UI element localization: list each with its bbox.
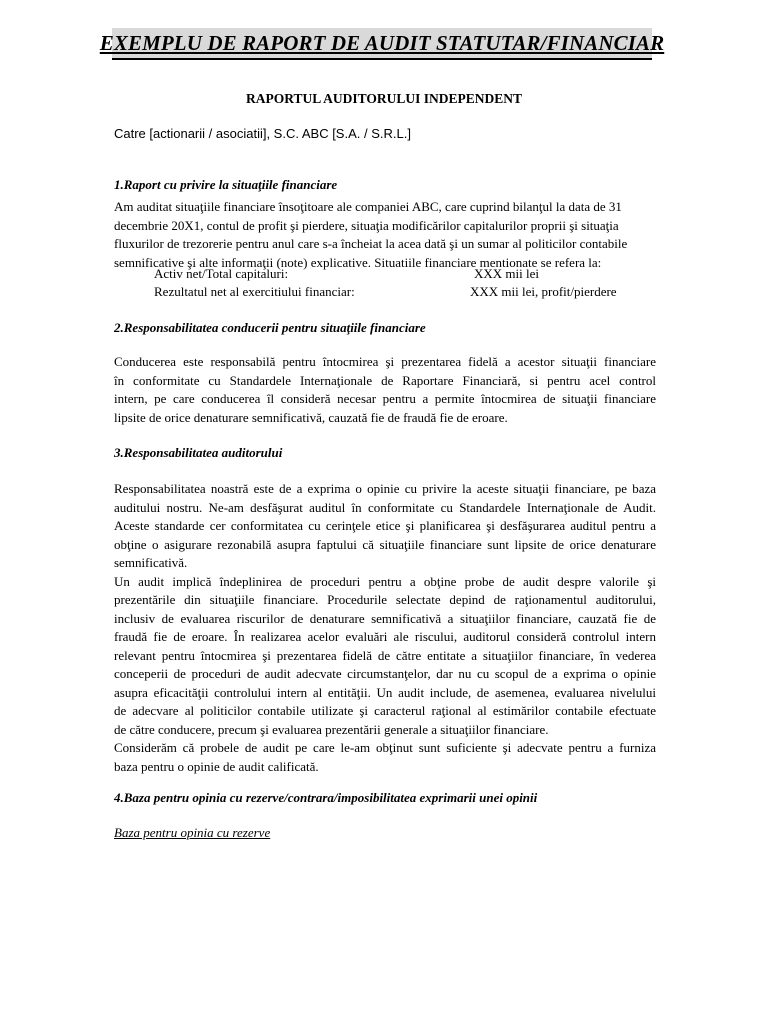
- paragraph-line: decembrie 20X1, contul de profit şi pierdere, situaţia modificărilor capitalurilor proprii şi situaţia: [114, 217, 619, 233]
- paragraph-line: Un audit implică îndeplinirea de proceduri pentru a obţine probe de audit despre valorile şi: [114, 573, 656, 589]
- paragraph-line: semnificativă.: [114, 555, 188, 570]
- bullet-item-net-assets: [134, 266, 654, 284]
- paragraph-line: de adecvare al politicilor contabile utilizate şi caracterul raţional al estimărilor contabile efectuate: [114, 703, 656, 718]
- addressee-line: Catre [actionarii / asociatii], S.C. ABC [S.A. / S.R.L.]: [114, 126, 411, 141]
- paragraph-line: fraudă fie de eroare. În realizarea acelor evaluări ale riscului, auditorul consideră controlul intern: [114, 629, 656, 644]
- bullet-value: XXX mii lei, profit/pierdere: [470, 284, 617, 299]
- section-2-paragraph: [114, 353, 656, 427]
- paragraph-line: obţine o asigurare rezonabilă asupra faptului că situaţiile financiare sunt lipsite de orice denaturare: [114, 536, 656, 552]
- paragraph-line: prezentările din situaţiile financiare. Procedurile selectate depind de raţionamentul auditorului,: [114, 592, 656, 607]
- bullet-item-net-result: [134, 284, 654, 302]
- paragraph-line: inclusiv de evaluarea riscurilor de denaturare semnificativă a situaţiilor financiare, cauzată fie de: [114, 610, 656, 626]
- section-3-paragraph: [114, 480, 656, 776]
- section-2-heading: 2.Responsabilitatea conducerii pentru situaţiile financiare: [114, 320, 426, 335]
- paragraph-line: asupra eficacităţii controlului intern al entităţii. Un audit include, de asemenea, evaluarea nivelului: [114, 684, 656, 700]
- paragraph-line: baza pentru o opinie de audit calificată.: [114, 758, 319, 774]
- paragraph-line: Conducerea este responsabilă pentru întocmirea şi prezentarea fidelă a acestor situaţii financiare: [114, 354, 656, 369]
- paragraph-line: Am auditat situaţiile financiare însoţitoare ale companiei ABC, care cuprind bilanţul la data de 31: [114, 199, 622, 214]
- title-banner: [99, 28, 665, 60]
- paragraph-line: de către conducere, precum şi evaluarea prezentării generale a situaţiilor financiare.: [114, 721, 549, 737]
- paragraph-line: fluxurilor de trezorerie pentru anul care s-a încheiat la acea dată şi un sumar al politicilor contabile: [114, 236, 628, 251]
- bullet-value: XXX mii lei: [474, 266, 539, 281]
- section-1-heading: 1.Raport cu privire la situaţiile financiare: [114, 177, 338, 192]
- paragraph-line: conceperii de proceduri de audit adecvate circumstanţelor, dar nu cu scopul de a exprima o opinie: [114, 666, 656, 681]
- paragraph-line: relevant pentru întocmirea şi prezentarea fidelă de către entitate a situaţiilor financiare, în vederea: [114, 647, 656, 663]
- section-1-paragraph: [114, 198, 656, 272]
- paragraph-line: Aceste standarde cer conformitatea cu cerinţele etice şi planificarea şi desfăşurarea auditul pentru a: [114, 518, 656, 533]
- report-subtitle: RAPORTUL AUDITORULUI INDEPENDENT: [245, 91, 523, 106]
- bullet-label: Rezultatul net al exercitiului financiar:: [154, 284, 355, 299]
- paragraph-line: lipsite de orice denaturare semnificativă, cauzată fie de fraudă fie de eroare.: [114, 409, 508, 425]
- paragraph-line: Responsabilitatea noastră este de a exprima o opinie cu privire la aceste situaţii financiare, pe baza: [114, 481, 656, 496]
- section-4-heading: 4.Baza pentru opinia cu rezerve/contrara/imposibilitatea exprimarii unei opinii: [114, 790, 538, 805]
- paragraph-line: semnificative şi alte informaţii (note) explicative. Situatiile financiare mentionate se refera la:: [114, 254, 602, 270]
- section-4-subheading: Baza pentru opinia cu rezerve: [114, 825, 271, 840]
- paragraph-line: Considerăm că probele de audit pe care le-am obţinut sunt suficiente şi adecvate pentru a furniza: [114, 740, 656, 755]
- paragraph-line: în conformitate cu Standardele Internaţionale de Raportare Financiară, si pentru acel control: [114, 372, 656, 388]
- bullet-label: Activ net/Total capitaluri:: [154, 266, 289, 281]
- document-title: EXEMPLU DE RAPORT DE AUDIT STATUTAR/FINANCIAR: [99, 30, 665, 55]
- paragraph-line: intern, pe care conducerea îl consideră necesar pentru a permite întocmirea de situaţii financiare: [114, 391, 656, 406]
- section-3-heading: 3.Responsabilitatea auditorului: [114, 445, 283, 460]
- paragraph-line: auditului nostru. Ne-am desfăşurat auditul în conformitate cu Standardele Internaţionale de Audit.: [114, 499, 656, 515]
